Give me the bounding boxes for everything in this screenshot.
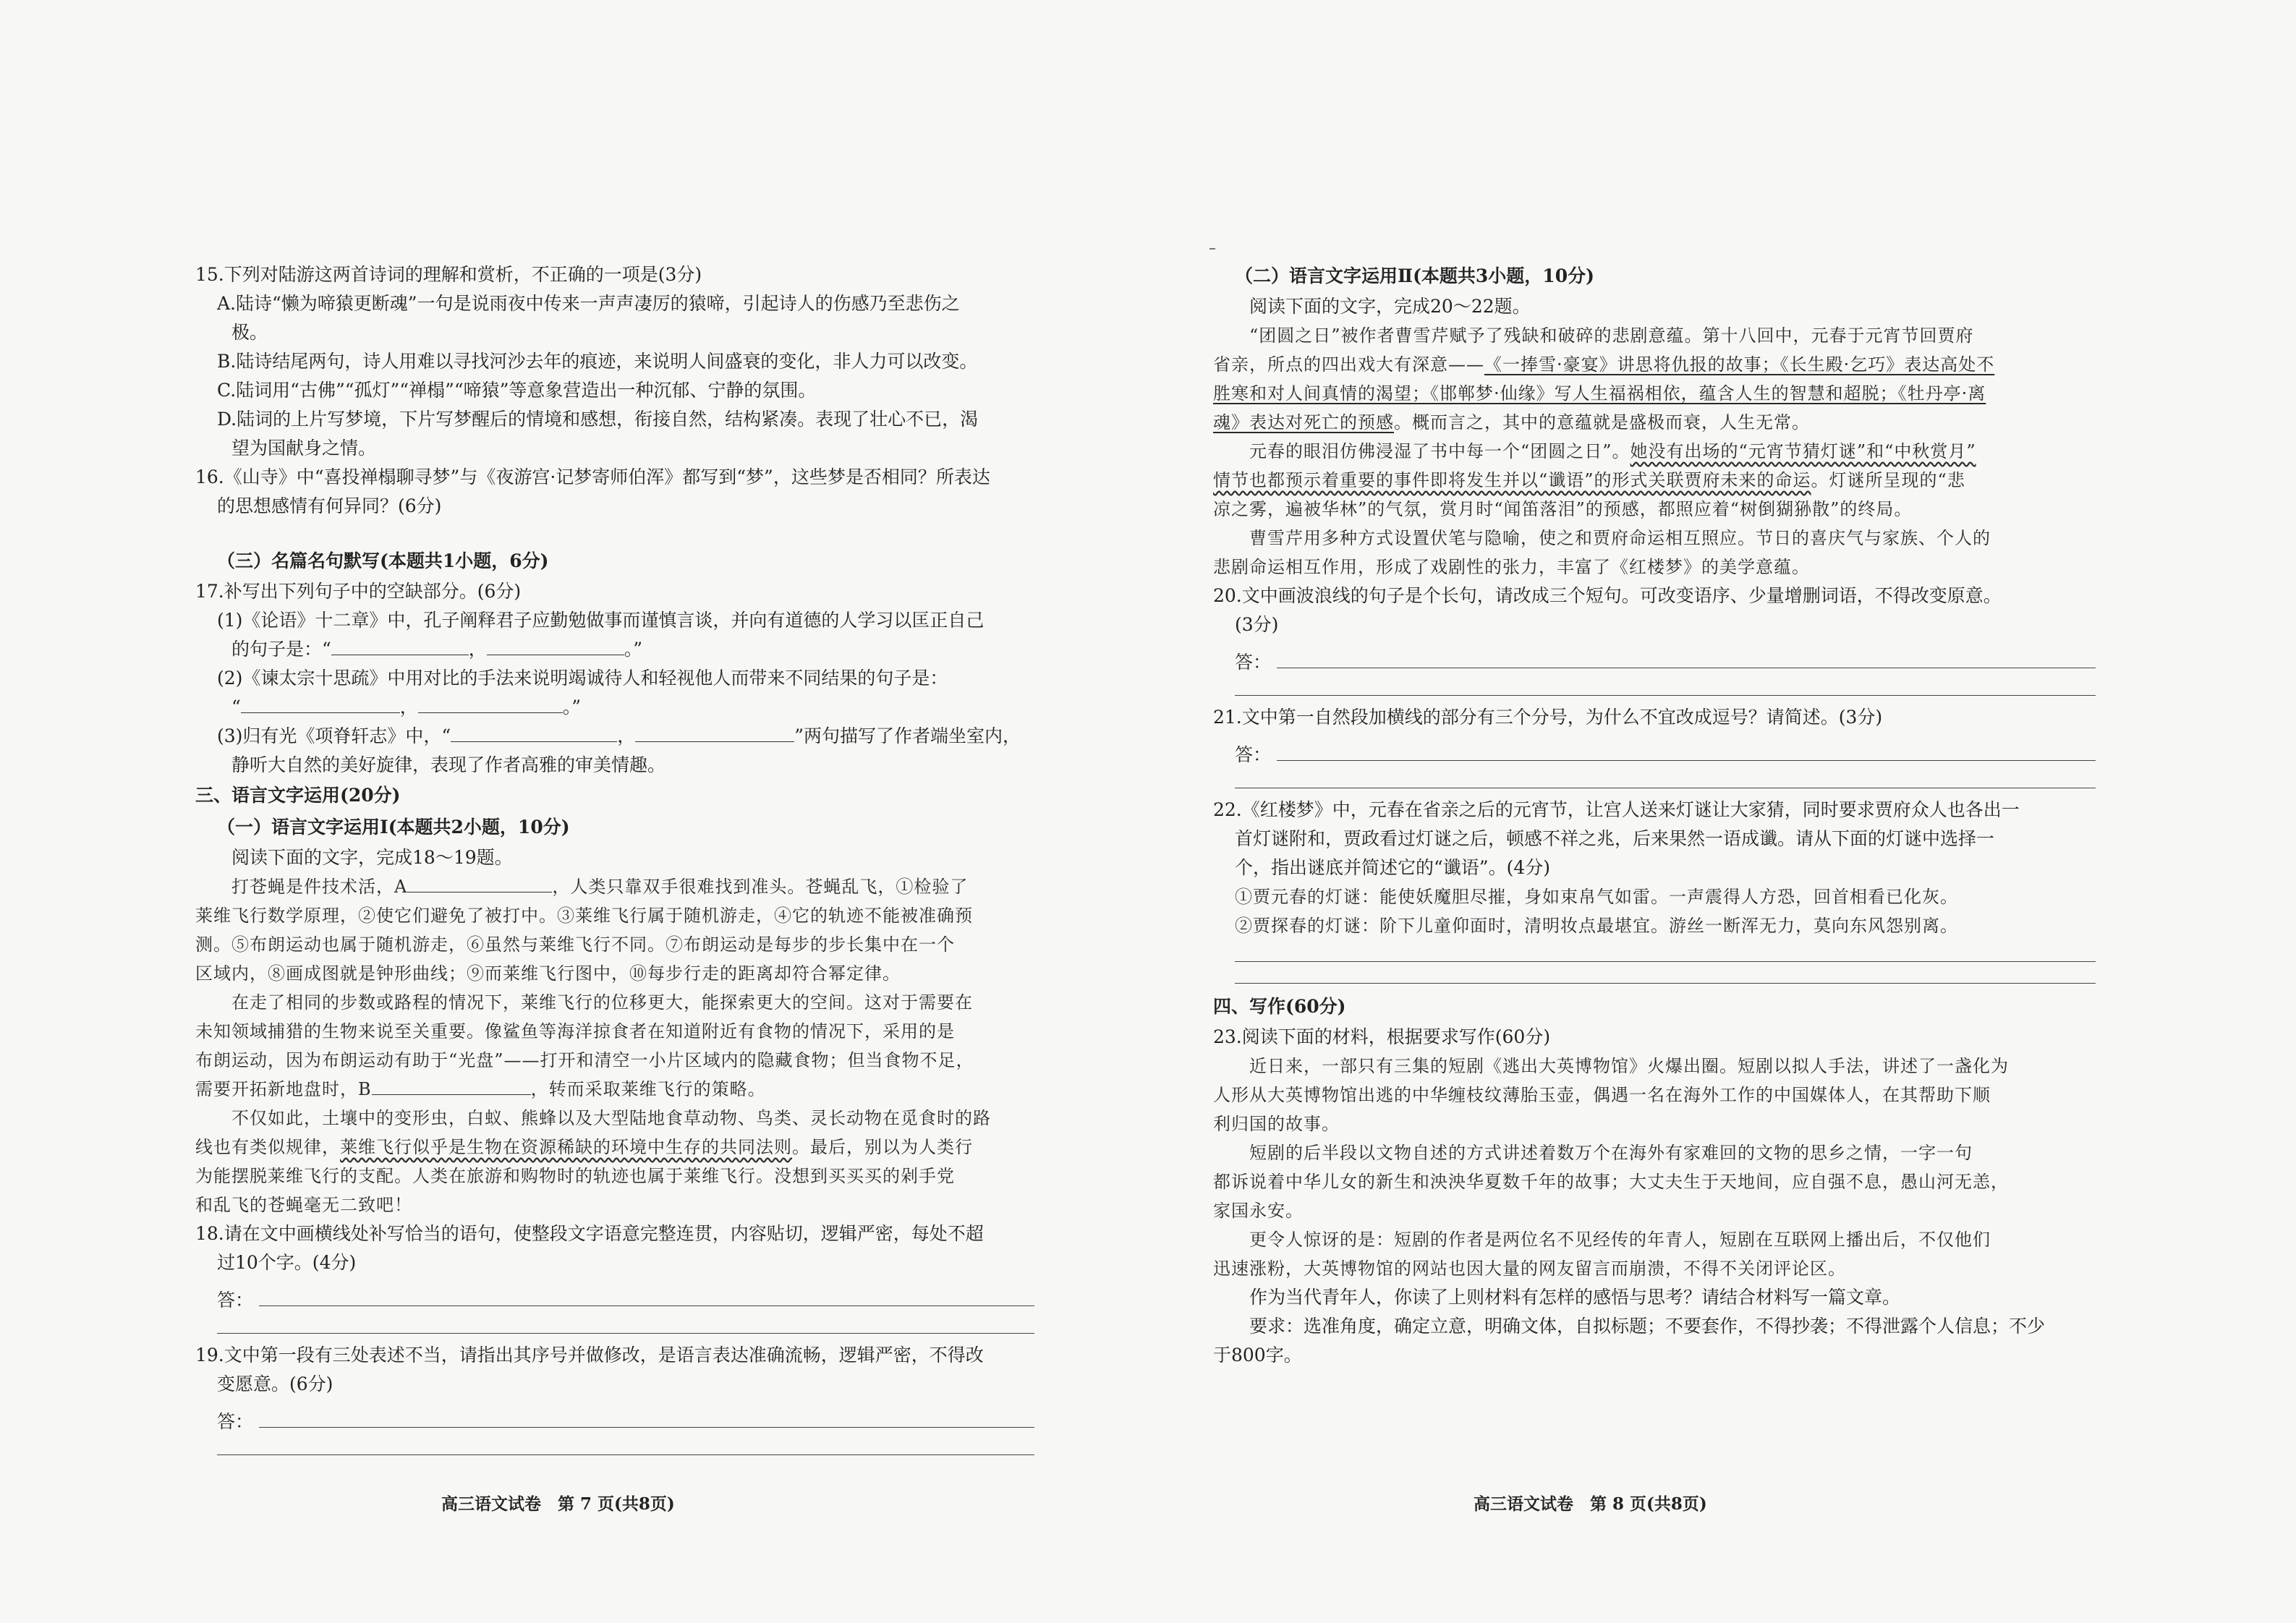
question-19 <box>195 1341 1034 1455</box>
q18-stem-cont: 过10个字。(4分) <box>217 1252 357 1273</box>
underlined-semicolon-clause-3: 魂》表达对死亡的预感 <box>1213 412 1394 433</box>
q21-stem: 21.文中第一自然段加横线的部分有三个分号，为什么不宜改成逗号？请简述。(3分) <box>1213 707 1883 728</box>
passage-2-para-3: 曹雪芹用多种方式设置伏笔与隐喻，使之和贾府命运相互照应。节日的喜庆气与家族、个人的 <box>1249 528 1991 548</box>
passage-1-para-3: 不仅如此，土壤中的变形虫，白蚁、熊蜂以及大型陆地食草动物、鸟类、灵长动物在觅食时的路 <box>231 1108 991 1128</box>
q17-item-3-cont: 静听大自然的美好旋律，表现了作者高雅的审美情趣。 <box>231 754 666 775</box>
q22-riddle-2: ②贾探春的灯谜：阶下儿童仰面时，清明妆点最堪宜。游丝一断浑无力，莫向东风怨别离。 <box>1235 916 1958 936</box>
passage-1-para-2-line-2: 未知领域捕猎的生物来说至关重要。像鲨鱼等海洋掠食者在知道附近有食物的情况下，采用的是 <box>195 1021 955 1041</box>
q19-stem-cont: 变愿意。(6分) <box>217 1373 333 1394</box>
q23-stem: 23.阅读下面的材料，根据要求写作(60分) <box>1213 1026 1551 1047</box>
passage-1-para-3-line-2: 线也有类似规律，莱维飞行似乎是生物在资源稀缺的环境中生存的共同法则。最后，别以为人类行 <box>195 1137 973 1157</box>
passage-1-para-1-line-3: 测。⑤布朗运动也属于随机游走，⑥虽然与莱维飞行不同。⑦布朗运动是每步的步长集中在一个 <box>195 934 955 955</box>
q18-stem: 18.请在文中画横线处补写恰当的语句，使整段文字语意完整连贯，内容贴切，逻辑严密，每处不超 <box>195 1223 984 1244</box>
q15-option-d-cont: 望为国献身之情。 <box>231 438 377 459</box>
page-8-content <box>1213 260 2096 1370</box>
q17-stem: 17.补写出下列句子中的空缺部分。(6分) <box>195 581 522 602</box>
q22-stem-line-3: 个，指出谜底并简述它的“谶语”。(4分) <box>1235 857 1550 878</box>
q23-material-para-1: 近日来，一部只有三集的短剧《逃出大英博物馆》火爆出圈。短剧以拟人手法，讲述了一盏化为 <box>1249 1056 2009 1076</box>
scan-mark <box>1209 248 1215 250</box>
q22-stem: 22.《红楼梦》中，元春在省亲之后的元宵节，让宫人送来灯谜让大家猜，同时要求贾府众人也各出一 <box>1213 799 2020 820</box>
blank-a[interactable] <box>407 873 552 893</box>
question-18 <box>195 1219 1034 1334</box>
passage-1-para-3-line-4: 和乱飞的苍蝇毫无二致吧！ <box>195 1195 412 1215</box>
q23-material-para-3-line-2: 迅速涨粉，大英博物馆的网站也因大量的网友留言而崩溃，不得不关闭评论区。 <box>1213 1258 1846 1279</box>
passage-1-para-1-line-4: 区域内，⑧画成图就是钟形曲线；⑨而莱维飞行图中，⑩每步行走的距离却符合幂定律。 <box>195 963 901 984</box>
q20-stem-cont: (3分) <box>1235 614 1279 635</box>
exam-page-8 <box>1148 0 2296 1623</box>
question-20 <box>1213 582 2096 696</box>
q15-stem: 15.下列对陆游这两首诗词的理解和赏析，不正确的一项是(3分) <box>195 264 702 285</box>
passage-2-para-2-line-2: 情节也都预示着重要的事件即将发生并以“谶语”的形式关联贾府未来的命运。灯谜所呈现的“悲 <box>1213 470 1965 490</box>
q17-blank-2[interactable] <box>487 636 624 655</box>
passage-1 <box>195 872 1034 1219</box>
q19-answer-field[interactable]: 答： <box>195 1399 1034 1434</box>
q23-material-para-2-line-3: 家国永安。 <box>1213 1201 1304 1221</box>
passage-2 <box>1213 321 2096 582</box>
question-21 <box>1213 703 2096 788</box>
subsection-1-heading: （一）语言文字运用Ⅰ(本题共2小题，10分) <box>217 817 570 838</box>
question-23 <box>1213 1023 2096 1370</box>
q17-item-2: (2)《谏太宗十思疏》中用对比的手法来说明竭诚待人和轻视他人而带来不同结果的句子是： <box>217 668 948 689</box>
q15-option-a-cont: 极。 <box>231 322 268 343</box>
q17-blank-3[interactable] <box>241 694 400 713</box>
page-7-content <box>195 260 1034 1455</box>
underlined-semicolon-clause-1: 《一捧雪·豪宴》讲思将仇报的故事；《长生殿·乞巧》表达高处不 <box>1484 354 1995 375</box>
q17-item-2-blanks: “ ， 。” <box>195 693 1034 722</box>
page-7-footer: 高三语文试卷 第 7 页(共8页) <box>441 1494 675 1514</box>
passage-2-para-2: 元春的眼泪仿佛浸湿了书中每一个“团圆之日”。她没有出场的“元宵节猜灯谜”和“中秋赏月” <box>1249 441 1976 461</box>
part-4-heading: 四、写作(60分) <box>1213 996 1346 1017</box>
q21-answer-field[interactable]: 答： <box>1213 732 2096 767</box>
passage-2-para-1-line-3 <box>1213 379 2096 408</box>
passage-2-intro: 阅读下面的文字，完成20～22题。 <box>1249 296 1531 317</box>
q19-answer-line-2[interactable] <box>217 1454 1034 1455</box>
q22-stem-line-2: 首灯谜附和，贾政看过灯谜之后，顿感不祥之兆，后来果然一语成谶。请从下面的灯谜中选择一 <box>1235 828 1995 849</box>
q15-option-a: A.陆诗“懒为啼猿更断魂”一句是说雨夜中传来一声声凄厉的猿啼，引起诗人的伤感乃至悲伤之 <box>217 293 960 314</box>
q15-option-c: C.陆词用“古佛”“孤灯”“禅榻”“啼猿”等意象营造出一种沉郁、宁静的氛围。 <box>217 380 817 401</box>
q15-option-b: B.陆诗结尾两句，诗人用难以寻找河沙去年的痕迹，来说明人间盛衰的变化，非人力可以改变。 <box>217 351 978 372</box>
q17-blank-5[interactable] <box>451 723 617 742</box>
passage-1-para-1-line-2: 莱维飞行数学原理，②使它们避免了被打中。③莱维飞行属于随机游走，④它的轨迹不能被准确预 <box>195 906 973 926</box>
q16-stem-cont: 的思想感情有何异同？(6分) <box>217 495 442 516</box>
passage-1-para-1: 打苍蝇是件技术活，A ，人类只靠双手很难找到准头。苍蝇乱飞，①检验了 <box>195 872 1034 901</box>
q20-answer-field[interactable]: 答： <box>1213 639 2096 674</box>
q23-requirements-cont: 于800字。 <box>1213 1345 1302 1366</box>
passage-2-para-1-line-2: 省亲，所点的四出戏大有深意——《一捧雪·豪宴》讲思将仇报的故事；《长生殿·乞巧》表达高处不 <box>1213 354 1995 375</box>
q18-answer-field[interactable]: 答： <box>195 1277 1034 1312</box>
q17-blank-1[interactable] <box>331 636 469 655</box>
page-8-footer: 高三语文试卷 第 8 页(共8页) <box>1474 1494 1707 1514</box>
question-17 <box>195 577 1034 780</box>
q17-blank-6[interactable] <box>635 723 794 742</box>
q23-material-para-3: 更令人惊讶的是：短剧的作者是两位名不见经传的年青人，短剧在互联网上播出后，不仅他们 <box>1249 1230 1991 1250</box>
underlined-semicolon-clause-2: 胜寒和对人间真情的渴望；《邯郸梦·仙缘》写人生福祸相依，蕴含人生的智慧和超脱；《牡丹亭·离 <box>1213 383 1986 404</box>
passage-1-para-3-line-3: 为能摆脱莱维飞行的支配。人类在旅游和购物时的轨迹也属于莱维飞行。没想到买买买的剁手党 <box>195 1166 955 1186</box>
passage-2-para-1: “团圆之日”被作者曹雪芹赋予了残缺和破碎的悲剧意蕴。第十八回中，元春于元宵节回贾府 <box>1249 325 1974 346</box>
q23-material-para-2-line-2: 都诉说着中华儿女的新生和泱泱华夏数千年的故事；大丈夫生于天地间，应自强不息，愚山河无恙， <box>1213 1172 2009 1192</box>
section-famous-quotes: （三）名篇名句默写(本题共1小题，6分) <box>217 550 549 571</box>
q23-material-para-1-line-2: 人形从大英博物馆出逃的中华缠枝纹薄胎玉壶，偶遇一名在海外工作的中国媒体人，在其帮助下顺 <box>1213 1085 1991 1105</box>
part-3-heading: 三、语言文字运用(20分) <box>195 785 401 806</box>
q22-answer-line-1[interactable] <box>1235 960 2096 962</box>
q17-blank-4[interactable] <box>418 694 563 713</box>
passage-1-para-2-line-3: 布朗运动，因为布朗运动有助于“光盘”——打开和清空一小片区域内的隐藏食物；但当食物不足， <box>195 1050 974 1070</box>
passage-2-para-3-line-2: 悲剧命运相互作用，形成了戏剧性的张力，丰富了《红楼梦》的美学意蕴。 <box>1213 557 1810 577</box>
q22-riddle-1: ①贾元春的灯谜：能使妖魔胆尽摧，身如束帛气如雷。一声震得人方恐，回首相看已化灰。 <box>1235 887 1958 907</box>
wavy-long-sentence-part-2: 情节也都预示着重要的事件即将发生并以“谶语”的形式关联贾府未来的命运 <box>1213 470 1811 490</box>
passage-2-para-1-line-4: 魂》表达对死亡的预感。概而言之，其中的意蕴就是盛极而衰，人生无常。 <box>1213 412 1810 433</box>
passage-2-para-2-line-3: 凉之雾，遍被华林”的气氛，赏月时“闻笛落泪”的预感，都照应着“树倒猢狲散”的终局。 <box>1213 499 1913 519</box>
q23-material-para-2: 短剧的后半段以文物自述的方式讲述着数万个在海外有家难回的文物的思乡之情，一字一句 <box>1249 1143 1973 1163</box>
q23-material-para-1-line-3: 利归国的故事。 <box>1213 1114 1340 1134</box>
subsection-2-heading: （二）语言文字运用Ⅱ(本题共3小题，10分) <box>1235 265 1594 286</box>
q19-stem: 19.文中第一段有三处表述不当，请指出其序号并做修改，是语言表达准确流畅，逻辑严密，不得改 <box>195 1345 984 1366</box>
wavy-long-sentence-part-1: 她没有出场的“元宵节猜灯谜”和“中秋赏月” <box>1630 441 1976 461</box>
blank-b[interactable] <box>372 1075 531 1095</box>
q15-option-d: D.陆词的上片写梦境，下片写梦醒后的情境和感想，衔接自然，结构紧凑。表现了壮心不已，渴 <box>217 409 979 430</box>
passage-1-para-2: 在走了相同的步数或路程的情况下，莱维飞行的位移更大，能探索更大的空间。这对于需要在 <box>231 992 973 1013</box>
q23-task: 作为当代青年人，你读了上则材料有怎样的感悟与思考？请结合材料写一篇文章。 <box>1249 1287 1901 1308</box>
q23-requirements: 要求：选准角度，确定立意，明确文体，自拟标题；不要套作，不得抄袭；不得泄露个人信息；不少 <box>1249 1316 2046 1337</box>
wavy-underlined-sentence: 莱维飞行似乎是生物在资源稀缺的环境中生存的共同法则 <box>340 1137 792 1157</box>
question-16 <box>195 463 1034 521</box>
q20-stem: 20.文中画波浪线的句子是个长句，请改成三个短句。可改变语序、少量增删词语，不得改变原意。 <box>1213 585 2002 606</box>
q17-item-3: (3)归有光《项脊轩志》中，“ ， ”两句描写了作者端坐室内， <box>195 722 1034 751</box>
q17-item-1-blanks: 的句子是：“ ， 。” <box>195 635 1034 664</box>
q16-stem: 16.《山寺》中“喜投禅榻聊寻梦”与《夜游宫·记梦寄师伯浑》都写到“梦”，这些梦是否相同？所表达 <box>195 467 990 487</box>
q17-item-1: (1)《论语》十二章》中，孔子阐释君子应勤勉做事而谨慎言谈，并向有道德的人学习以匡正自己 <box>217 610 985 631</box>
question-15 <box>195 260 1034 463</box>
passage-1-para-2-line-4: 需要开拓新地盘时，B ，转而采取莱维飞行的策略。 <box>195 1075 1034 1104</box>
question-22 <box>1213 796 2096 984</box>
passage-1-intro: 阅读下面的文字，完成18～19题。 <box>231 847 513 868</box>
